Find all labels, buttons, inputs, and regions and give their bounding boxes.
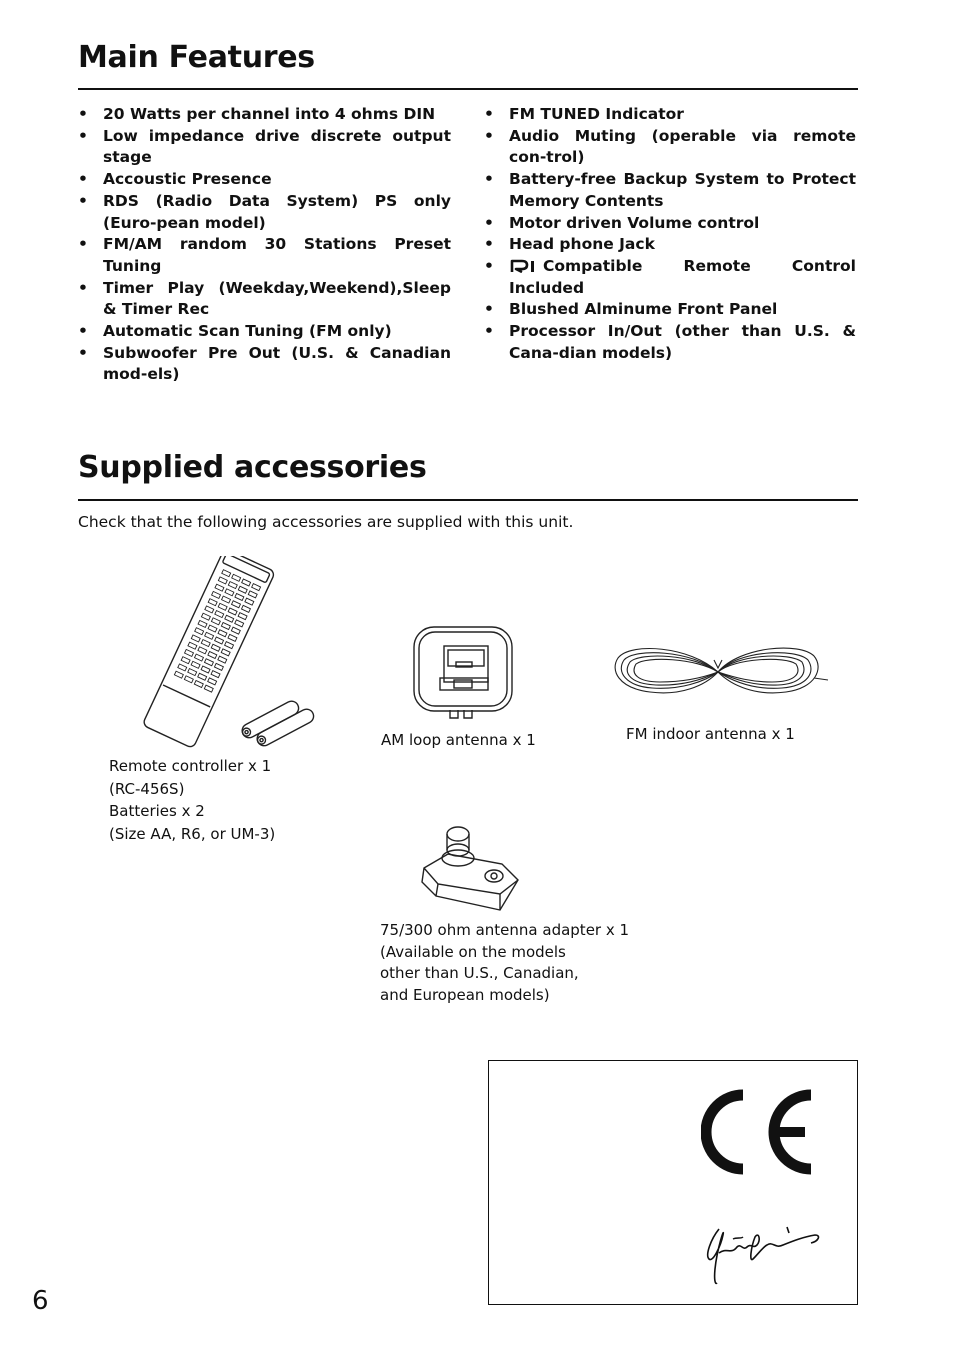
adapter-caption-line: and European models) bbox=[380, 985, 550, 1004]
main-features-title: Main Features bbox=[78, 40, 315, 75]
feature-item: • FM/AM random 30 Stations Preset Tuning bbox=[78, 234, 451, 277]
feature-item: • Motor driven Volume control bbox=[484, 213, 856, 235]
feature-item: • 20 Watts per channel into 4 ohms DIN bbox=[78, 104, 451, 126]
ri-logo-icon bbox=[509, 259, 537, 273]
fm-indoor-antenna-illustration bbox=[610, 640, 832, 704]
page-number: 6 bbox=[32, 1286, 49, 1316]
feature-item-label: Compatible Remote Control Included bbox=[509, 256, 856, 297]
features-list-left bbox=[78, 104, 451, 386]
feature-item: • Low impedance drive discrete output stage bbox=[78, 126, 451, 169]
fm-antenna-caption bbox=[626, 723, 795, 746]
remote-caption-line: (Size AA, R6, or UM-3) bbox=[109, 824, 276, 843]
am-antenna-caption bbox=[381, 729, 536, 752]
feature-item: • Subwoofer Pre Out (U.S. & Canadian mod-els) bbox=[78, 343, 451, 386]
am-loop-antenna-illustration bbox=[410, 624, 520, 722]
feature-item: • Blushed Alminume Front Panel bbox=[484, 299, 856, 321]
feature-item: • Battery-free Backup System to Protect Memory Contents bbox=[484, 169, 856, 212]
remote-caption-line: Remote controller x 1 bbox=[109, 757, 272, 775]
feature-item: • Automatic Scan Tuning (FM only) bbox=[78, 321, 451, 343]
adapter-caption bbox=[380, 920, 629, 1006]
adapter-caption-line: other than U.S., Canadian, bbox=[380, 964, 579, 982]
remote-caption-line: (RC-456S) bbox=[109, 779, 185, 798]
fm-antenna-caption-line: FM indoor antenna x 1 bbox=[626, 725, 795, 743]
main-features-rule bbox=[78, 88, 858, 90]
ce-mark-icon bbox=[701, 1089, 817, 1175]
feature-item: • Processor In/Out (other than U.S. & Cana-dian models) bbox=[484, 321, 856, 364]
signature-icon bbox=[703, 1219, 823, 1291]
feature-item: • Accoustic Presence bbox=[78, 169, 451, 191]
batteries-icon bbox=[240, 699, 316, 748]
feature-item-ri bbox=[484, 256, 856, 299]
feature-item: • FM TUNED Indicator bbox=[484, 104, 856, 126]
remote-caption bbox=[109, 755, 275, 845]
ce-declaration-box bbox=[488, 1060, 858, 1305]
feature-item: • Head phone Jack bbox=[484, 234, 856, 256]
antenna-adapter-illustration bbox=[418, 824, 524, 916]
adapter-caption-line: 75/300 ohm antenna adapter x 1 bbox=[380, 921, 630, 939]
feature-item: • Timer Play (Weekday,Weekend),Sleep & Timer Rec bbox=[78, 278, 451, 321]
accessories-title: Supplied accessories bbox=[78, 450, 427, 485]
feature-item: • RDS (Radio Data System) PS only (Euro-pean model) bbox=[78, 191, 451, 234]
feature-item: • Audio Muting (operable via remote con-trol) bbox=[484, 126, 856, 169]
adapter-caption-line: (Available on the models bbox=[380, 942, 566, 961]
remote-caption-line: Batteries x 2 bbox=[109, 802, 205, 820]
features-list-right bbox=[484, 104, 856, 364]
accessories-rule bbox=[78, 499, 858, 501]
remote-controller-illustration bbox=[108, 556, 323, 756]
accessories-intro: Check that the following accessories are supplied with this unit. bbox=[78, 513, 574, 531]
am-antenna-caption-line: AM loop antenna x 1 bbox=[381, 731, 536, 749]
